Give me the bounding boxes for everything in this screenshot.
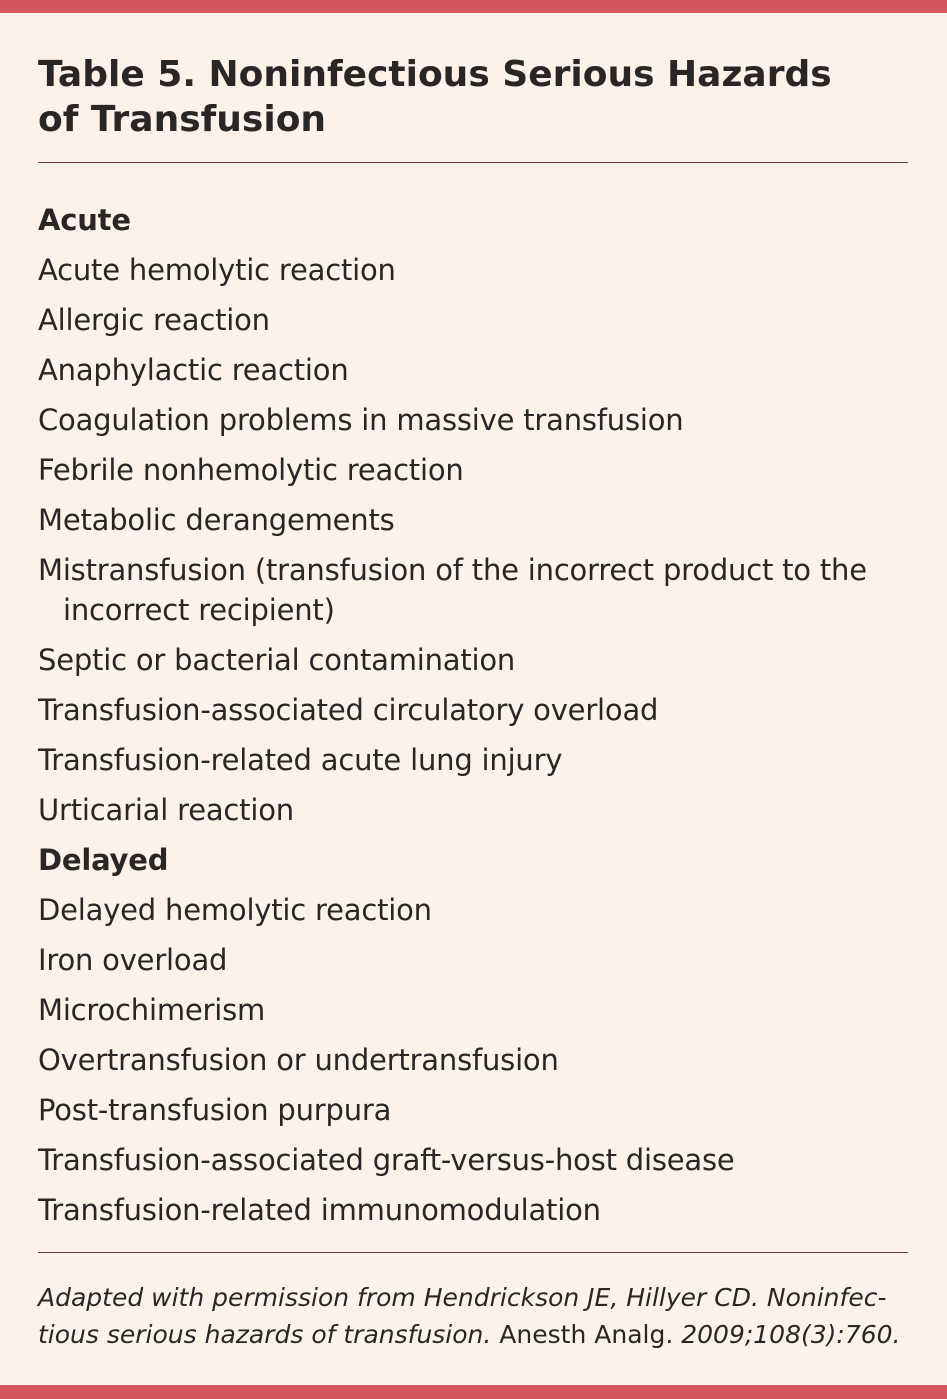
acute-item: Urticarial reaction — [38, 793, 294, 827]
acute-item: Febrile nonhemolytic reaction — [38, 453, 464, 487]
acute-item: Acute hemolytic reaction — [38, 253, 396, 287]
top-accent-bar — [0, 0, 947, 13]
acute-item: Transfusion-associated circulatory overload — [38, 693, 659, 727]
footnote-journal: Anesth Analg. — [491, 1320, 674, 1349]
delayed-item: Iron overload — [38, 943, 228, 977]
footnote-citation: 2009;108(3):760. — [673, 1320, 901, 1349]
source-footnote — [38, 1279, 918, 1353]
footnote-text-2: tious serious hazards of transfusion. — [38, 1320, 492, 1349]
delayed-item: Post-transfusion purpura — [38, 1093, 392, 1127]
delayed-item: Microchimerism — [38, 993, 266, 1027]
bottom-accent-bar — [0, 1385, 947, 1399]
section-heading-acute: Acute — [38, 203, 131, 237]
acute-item: Septic or bacterial contamination — [38, 643, 516, 677]
acute-item: Mistransfusion (transfusion of the incorrect product to the incorrect recipient) — [38, 553, 867, 627]
hazards-table — [38, 200, 918, 1240]
footnote-text-1: Adapted with permission from Hendrickson JE, Hillyer CD. Noninfec- — [38, 1283, 887, 1312]
acute-item: Allergic reaction — [38, 303, 270, 337]
delayed-item: Transfusion-related immunomodulation — [38, 1193, 601, 1227]
table-title-line-2: of Transfusion — [38, 99, 327, 140]
title-divider — [38, 162, 908, 163]
acute-item: Metabolic derangements — [38, 503, 395, 537]
table-title-line-1: Table 5. Noninfectious Serious Hazards — [38, 54, 832, 95]
delayed-item: Delayed hemolytic reaction — [38, 893, 432, 927]
acute-item: Anaphylactic reaction — [38, 353, 349, 387]
table-title — [38, 52, 918, 142]
delayed-item: Transfusion-associated graft-versus-host disease — [38, 1143, 735, 1177]
section-heading-delayed: Delayed — [38, 843, 169, 877]
delayed-item: Overtransfusion or undertransfusion — [38, 1043, 559, 1077]
acute-item: Coagulation problems in massive transfusion — [38, 403, 684, 437]
acute-item: Transfusion-related acute lung injury — [38, 743, 563, 777]
footnote-divider — [38, 1252, 908, 1253]
